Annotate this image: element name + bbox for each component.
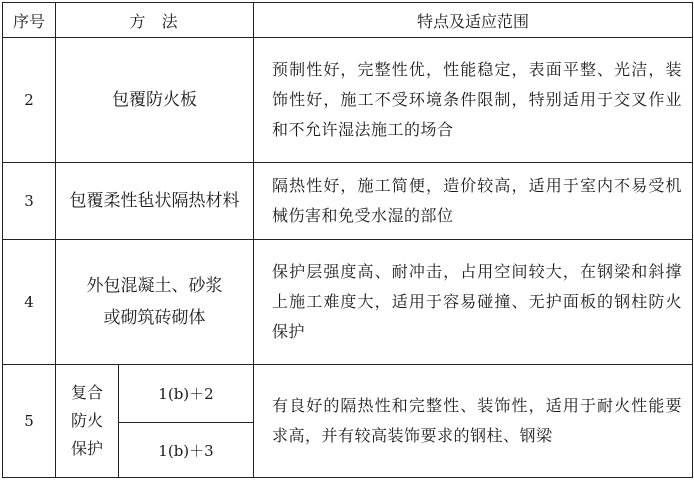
method-line: 保护 [70, 439, 103, 458]
header-row [3, 3, 693, 38]
fire-protection-methods-table [2, 2, 693, 478]
method-line: 防火 [70, 411, 103, 430]
table-row [3, 38, 693, 163]
header-method [56, 3, 254, 38]
method-cell: 包覆柔性毡状隔热材料 [56, 163, 254, 240]
method-line: 复合 [70, 383, 103, 402]
row-number: 5 [3, 365, 56, 478]
composite-method-cell [56, 365, 119, 478]
description-cell: 隔热性好，施工简便，造价较高，适用于室内不易受机械伤害和免受水湿的部位 [254, 163, 693, 240]
method-cell [56, 240, 254, 365]
table-row [3, 240, 693, 365]
method-line: 外包混凝土、砂浆 [86, 276, 223, 296]
header-method-text: 方 法 [129, 11, 180, 31]
formula-cell: 1(b)＋2 [119, 365, 254, 423]
description-cell: 有良好的隔热性和完整性、装饰性，适用于耐火性能要求高，并有较高装饰要求的钢柱、钢梁 [254, 365, 693, 478]
table-row [3, 365, 693, 423]
method-line: 或砌筑砖砌体 [103, 308, 206, 328]
formula-cell: 1(b)＋3 [119, 423, 254, 478]
description-cell: 保护层强度高、耐冲击，占用空间较大，在钢梁和斜撑上施工难度大，适用于容易碰撞、无护面板的钢柱防火保护 [254, 240, 693, 365]
description-cell: 预制性好，完整性优，性能稳定，表面平整、光洁，装饰性好，施工不受环境条件限制，特别适用于交叉作业和不允许湿法施工的场合 [254, 38, 693, 163]
row-number: 4 [3, 240, 56, 365]
row-number: 2 [3, 38, 56, 163]
method-cell: 包覆防火板 [56, 38, 254, 163]
table-row [3, 163, 693, 240]
header-serial-number: 序号 [3, 3, 56, 38]
row-number: 3 [3, 163, 56, 240]
header-features: 特点及适应范围 [254, 3, 693, 38]
